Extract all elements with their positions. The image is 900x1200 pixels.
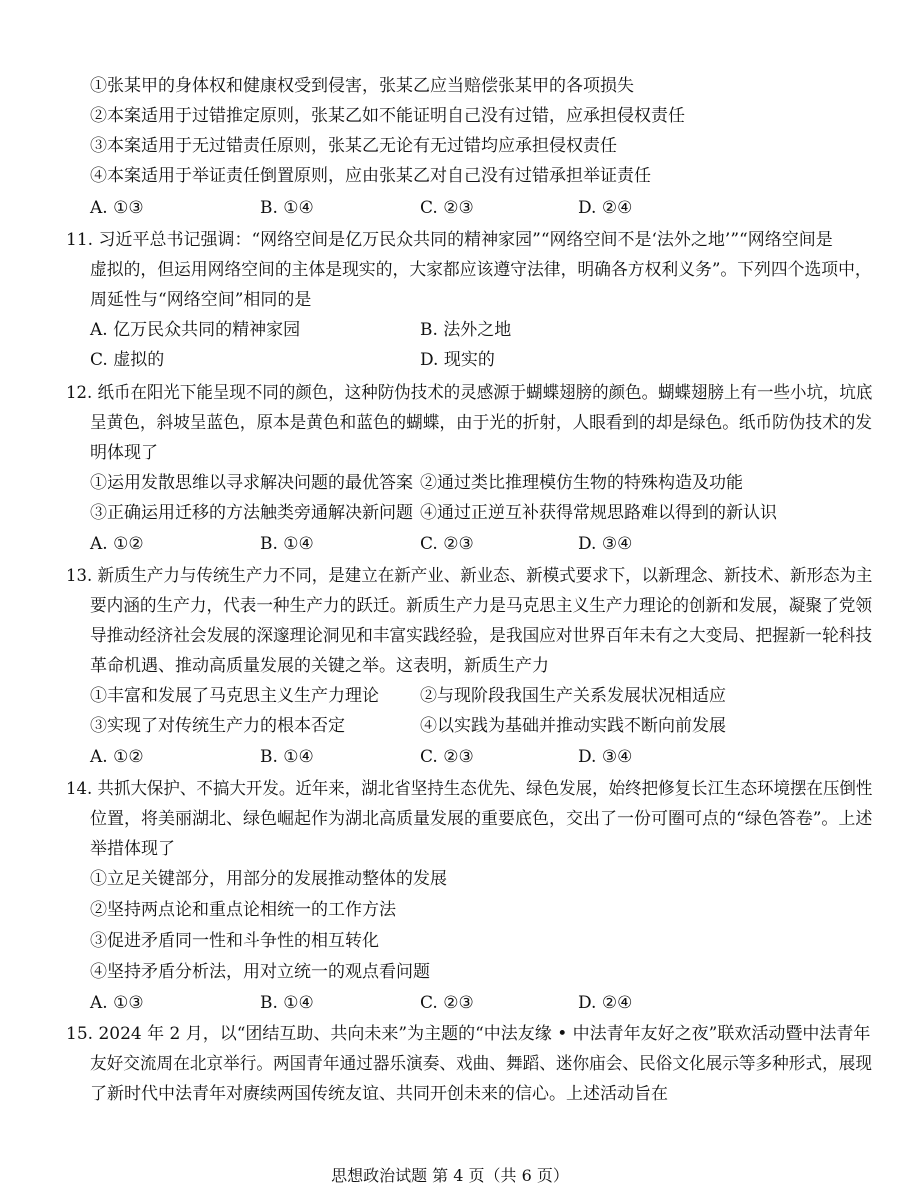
q15-stem-line-2: 友好交流周在北京举行。两国青年通过器乐演奏、戏曲、舞蹈、迷你庙会、民俗文化展示等多种形式，展现 <box>90 1054 872 1074</box>
q11-stem-line-3: 周延性与“网络空间”相同的是 <box>90 290 312 310</box>
q11-stem-line-1: 11. 习近平总书记强调：“网络空间是亿万民众共同的精神家园”“网络空间不是‘法外之地’”“网络空间是 <box>66 230 833 250</box>
q12-statement-4: ④通过正逆互补获得常规思路难以得到的新认识 <box>420 503 777 523</box>
q12-stem-line-2: 呈黄色，斜坡呈蓝色，原本是黄色和蓝色的蝴蝶，由于光的折射，人眼看到的却是绿色。纸币防伪技术的发 <box>90 413 872 433</box>
q12-option-b: B. ①④ <box>260 534 314 554</box>
q14-option-a: A. ①③ <box>90 993 144 1013</box>
q12-option-a: A. ①② <box>90 534 144 554</box>
q14-option-b: B. ①④ <box>260 993 314 1013</box>
q13-statement-2: ②与现阶段我国生产关系发展状况相适应 <box>420 686 726 706</box>
q12-statement-1: ①运用发散思维以寻求解决问题的最优答案 <box>90 473 413 493</box>
q10-statement-4: ④本案适用于举证责任倒置原则，应由张某乙对自己没有过错承担举证责任 <box>90 166 651 186</box>
q10-option-b: B. ①④ <box>260 198 314 218</box>
q12-statement-3: ③正确运用迁移的方法触类旁通解决新问题 <box>90 503 413 523</box>
q13-stem-line-2: 要内涵的生产力，代表一种生产力的跃迁。新质生产力是马克思主义生产力理论的创新和发展，凝聚了党领 <box>90 596 872 616</box>
q15-stem-line-3: 了新时代中法青年对赓续两国传统友谊、共同开创未来的信心。上述活动旨在 <box>90 1084 668 1104</box>
q15-stem-line-1: 15. 2024 年 2 月，以“团结互助、共向未来”为主题的“中法友缘 • 中法青年友好之夜”联欢活动暨中法青年 <box>66 1024 871 1044</box>
q14-stem-line-2: 位置，将美丽湖北、绿色崛起作为湖北高质量发展的重要底色，交出了一份可圈可点的“绿色答卷”。上述 <box>90 809 873 829</box>
q14-option-c: C. ②③ <box>420 993 474 1013</box>
q10-statement-3: ③本案适用于无过错责任原则，张某乙无论有无过错均应承担侵权责任 <box>90 136 617 156</box>
q13-option-d: D. ③④ <box>578 747 633 767</box>
q10-statement-2: ②本案适用于过错推定原则，张某乙如不能证明自己没有过错，应承担侵权责任 <box>90 106 685 126</box>
q13-statement-3: ③实现了对传统生产力的根本否定 <box>90 716 345 736</box>
q13-stem-line-1: 13. 新质生产力与传统生产力不同，是建立在新产业、新业态、新模式要求下，以新理念、新技术、新形态为主 <box>66 566 873 586</box>
q12-stem-line-3: 明体现了 <box>90 443 158 463</box>
q14-option-d: D. ②④ <box>578 993 633 1013</box>
q11-stem-line-2: 虚拟的，但运用网络空间的主体是现实的，大家都应该遵守法律，明确各方权利义务”。下列四个选项中， <box>90 260 872 280</box>
q14-stem-line-1: 14. 共抓大保护、不搞大开发。近年来，湖北省坚持生态优先、绿色发展，始终把修复长江生态环境摆在压倒性 <box>66 779 873 799</box>
q13-stem-line-3: 导推动经济社会发展的深邃理论洞见和丰富实践经验，是我国应对世界百年未有之大变局、把握新一轮科技 <box>90 626 872 646</box>
q10-statement-1: ①张某甲的身体权和健康权受到侵害，张某乙应当赔偿张某甲的各项损失 <box>90 76 634 96</box>
q14-statement-1: ①立足关键部分，用部分的发展推动整体的发展 <box>90 869 447 889</box>
q12-option-c: C. ②③ <box>420 534 474 554</box>
q11-option-d: D. 现实的 <box>420 350 495 370</box>
q11-option-b: B. 法外之地 <box>420 320 512 340</box>
q14-statement-3: ③促进矛盾同一性和斗争性的相互转化 <box>90 931 379 951</box>
q13-statement-1: ①丰富和发展了马克思主义生产力理论 <box>90 686 379 706</box>
q13-option-c: C. ②③ <box>420 747 474 767</box>
page-footer: 思想政治试题 第 4 页（共 6 页） <box>331 1166 569 1185</box>
q14-statement-4: ④坚持矛盾分析法，用对立统一的观点看问题 <box>90 962 430 982</box>
q11-option-a: A. 亿万民众共同的精神家园 <box>90 320 301 340</box>
q13-option-b: B. ①④ <box>260 747 314 767</box>
q12-stem-line-1: 12. 纸币在阳光下能呈现不同的颜色，这种防伪技术的灵感源于蝴蝶翅膀的颜色。蝴蝶翅膀上有一些小坑，坑底 <box>66 383 873 403</box>
q10-option-a: A. ①③ <box>90 198 144 218</box>
q12-option-d: D. ③④ <box>578 534 633 554</box>
q14-stem-line-3: 举措体现了 <box>90 839 175 859</box>
q14-statement-2: ②坚持两点论和重点论相统一的工作方法 <box>90 900 396 920</box>
q10-option-d: D. ②④ <box>578 198 633 218</box>
q11-option-c: C. 虚拟的 <box>90 350 165 370</box>
q13-statement-4: ④以实践为基础并推动实践不断向前发展 <box>420 716 726 736</box>
q10-option-c: C. ②③ <box>420 198 474 218</box>
q12-statement-2: ②通过类比推理模仿生物的特殊构造及功能 <box>420 473 743 493</box>
q13-stem-line-4: 革命机遇、推动高质量发展的关键之举。这表明，新质生产力 <box>90 656 549 676</box>
q13-option-a: A. ①② <box>90 747 144 767</box>
